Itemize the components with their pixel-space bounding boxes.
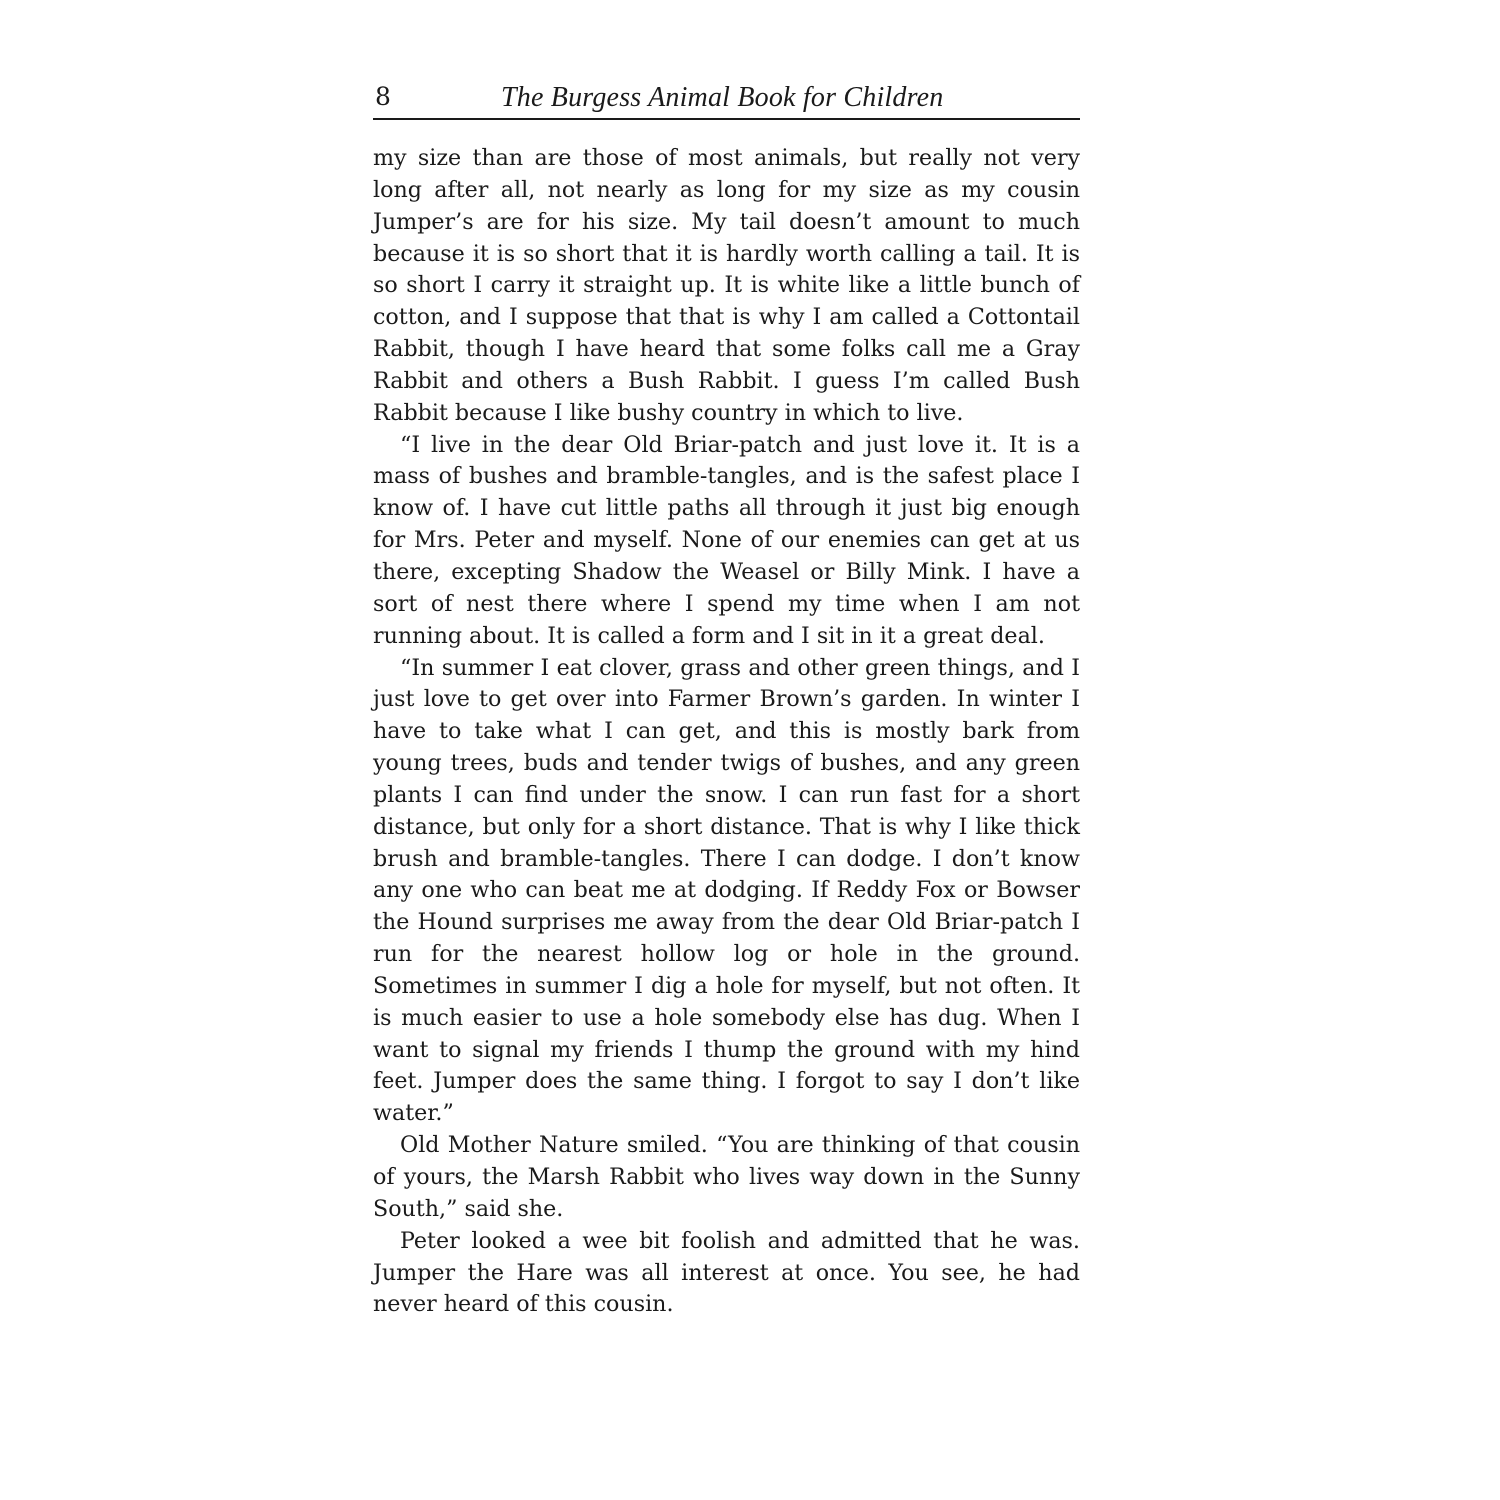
paragraph-1: my size than are those of most animals, but really not very long after all, not nearly as long for my size as my cousin Jumper’s are for his size. My tail doesn’t amount to much because it is so short that it is hardly worth calling a tail. It is so short I carry it straight up. It is white like a little bunch of cotton, and I suppose that that is why I am called a Cottontail Rabbit, though I have heard that some folks call me a Gray Rabbit and others a Bush Rabbit. I guess I’m called Bush Rabbit because I like bushy country in which to live. xyxy=(373,145,1080,426)
paragraph-2: “I live in the dear Old Briar-patch and just love it. It is a mass of bushes and bramble-tangles, and is the safest place I know of. I have cut little paths all through it just big enough for Mrs. Peter and myself. None of our enemies can get at us there, excepting Shadow the Weasel or Billy Mink. I have a sort of nest there where I spend my time when I am not running about. It is called a form and I sit in it a great deal. xyxy=(373,431,1080,649)
body-text xyxy=(373,143,1080,1321)
page-number: 8 xyxy=(375,82,391,111)
book-page xyxy=(373,80,1080,1321)
paragraph-4: Old Mother Nature smiled. “You are thinking of that cousin of yours, the Marsh Rabbit who lives way down in the Sunny South,” said she. xyxy=(373,1132,1080,1222)
paragraph-5: Peter looked a wee bit foolish and admitted that he was. Jumper the Hare was all interest at once. You see, he had never heard of this cousin. xyxy=(373,1227,1080,1318)
running-header xyxy=(373,80,1080,120)
paragraph-3: “In summer I eat clover, grass and other green things, and I just love to get over into Farmer Brown’s garden. In winter I have to take what I can get, and this is mostly bark from young trees, buds and tender twigs of bushes, and any green plants I can find under the snow. I can run fast for a short distance, but only for a short distance. That is why I like thick brush and bramble-tangles. There I can dodge. I don’t know any one who can beat me at dodging. If Reddy Fox or Bowser the Hound surprises me away from the dear Old Briar-patch I run for the nearest hollow log or hole in the ground. Sometimes in summer I dig a hole for myself, but not often. It is much easier to use a hole somebody else has dug. When I want to signal my friends I thump the ground with my hind feet. Jumper does the same thing. I forgot to say I don’t like water.” xyxy=(373,654,1080,1127)
book-title: The Burgess Animal Book for Children xyxy=(501,82,944,113)
